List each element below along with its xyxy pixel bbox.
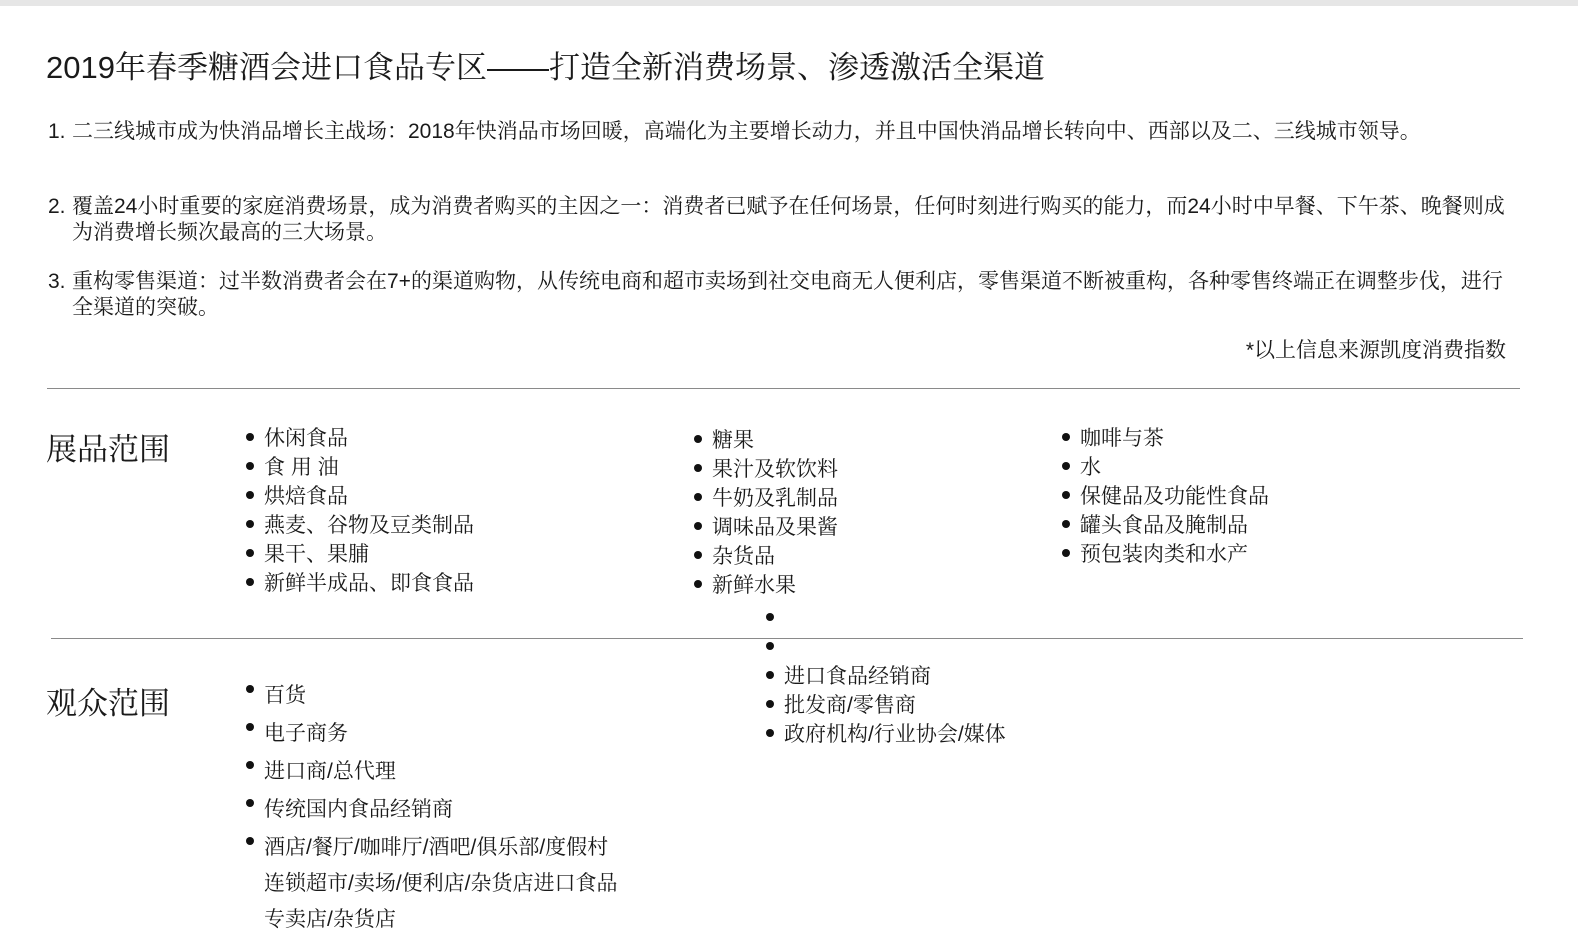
- exhibits-list-3: [1062, 426, 1269, 571]
- bullet-icon: [246, 723, 254, 731]
- list-item: 罐头食品及腌制品: [1062, 513, 1269, 539]
- bullet-icon: [246, 578, 254, 586]
- exhibits-heading: 展品范围: [46, 432, 170, 467]
- list-item: 百货: [246, 678, 618, 714]
- list-item: 调味品及果酱: [694, 515, 838, 541]
- bullet-icon: [694, 464, 702, 472]
- bullet-icon: [1062, 433, 1070, 441]
- bullet-icon: [246, 549, 254, 557]
- bullet-icon: [766, 613, 774, 621]
- list-item: 保健品及功能性食品: [1062, 484, 1269, 510]
- audience-list-2: [766, 606, 1006, 751]
- point-number: 1.: [48, 120, 66, 143]
- bullet-icon: [766, 642, 774, 650]
- list-item: 传统国内食品经销商: [246, 792, 618, 828]
- list-item: [766, 635, 1006, 661]
- point-3: [48, 269, 1523, 321]
- list-item: 酒店/餐厅/咖啡厅/酒吧/俱乐部/度假村 连锁超市/卖场/便利店/杂货店进口食品 专卖店/杂货店: [246, 830, 618, 938]
- list-item: 杂货品: [694, 544, 838, 570]
- source-note: *以上信息来源凯度消费指数: [1245, 339, 1506, 362]
- bullet-icon: [694, 493, 702, 501]
- list-item: 果干、果脯: [246, 542, 474, 568]
- exhibits-list-1: [246, 426, 474, 600]
- list-item: 休闲食品: [246, 426, 474, 452]
- divider: [47, 388, 1520, 389]
- bullet-icon: [694, 551, 702, 559]
- bullet-icon: [246, 433, 254, 441]
- exhibits-list-2: [694, 428, 838, 602]
- list-item: 新鲜水果: [694, 573, 838, 599]
- bullet-icon: [694, 580, 702, 588]
- bullet-icon: [246, 520, 254, 528]
- bullet-icon: [766, 671, 774, 679]
- bullet-icon: [246, 837, 254, 845]
- bullet-icon: [246, 491, 254, 499]
- audience-heading: 观众范围: [46, 686, 170, 721]
- point-number: 2.: [48, 195, 66, 218]
- top-border: [0, 0, 1578, 6]
- list-item: 电子商务: [246, 716, 618, 752]
- list-item: 糖果: [694, 428, 838, 454]
- list-item: 批发商/零售商: [766, 693, 1006, 719]
- point-text: 重构零售渠道：过半数消费者会在7+的渠道购物，从传统电商和超市卖场到社交电商无人便利店，零售渠道不断被重构，各种零售终端正在调整步伐，进行全渠道的突破。: [72, 270, 1503, 319]
- list-item: [766, 606, 1006, 632]
- point-text: 覆盖24小时重要的家庭消费场景，成为消费者购买的主因之一：消费者已赋予在任何场景，任何时刻进行购买的能力，而24小时中早餐、下午茶、晚餐则成为消费增长频次最高的三大场景。: [72, 195, 1505, 244]
- point-2: [48, 194, 1523, 246]
- list-item: 燕麦、谷物及豆类制品: [246, 513, 474, 539]
- list-item: 进口商/总代理: [246, 754, 618, 790]
- bullet-icon: [1062, 549, 1070, 557]
- bullet-icon: [694, 522, 702, 530]
- bullet-icon: [246, 799, 254, 807]
- point-number: 3.: [48, 270, 66, 293]
- bullet-icon: [694, 435, 702, 443]
- bullet-icon: [766, 729, 774, 737]
- page-title: 2019年春季糖酒会进口食品专区——打造全新消费场景、渗透激活全渠道: [46, 50, 1045, 85]
- bullet-icon: [1062, 520, 1070, 528]
- point-text: 二三线城市成为快消品增长主战场：2018年快消品市场回暖，高端化为主要增长动力，并且中国快消品增长转向中、西部以及二、三线城市领导。: [72, 120, 1421, 143]
- bullet-icon: [246, 462, 254, 470]
- list-item: 新鲜半成品、即食食品: [246, 571, 474, 597]
- bullet-icon: [766, 700, 774, 708]
- point-1: [48, 119, 1523, 145]
- list-item: 食 用 油: [246, 455, 474, 481]
- list-item: 进口食品经销商: [766, 664, 1006, 690]
- bullet-icon: [246, 761, 254, 769]
- list-item: 烘焙食品: [246, 484, 474, 510]
- list-item: 预包装肉类和水产: [1062, 542, 1269, 568]
- audience-list-1: [246, 683, 618, 945]
- bullet-icon: [1062, 462, 1070, 470]
- list-item: 果汁及软饮料: [694, 457, 838, 483]
- list-item: 牛奶及乳制品: [694, 486, 838, 512]
- bullet-icon: [1062, 491, 1070, 499]
- list-item: 咖啡与茶: [1062, 426, 1269, 452]
- list-item: 政府机构/行业协会/媒体: [766, 722, 1006, 748]
- list-item: 水: [1062, 455, 1269, 481]
- bullet-icon: [246, 685, 254, 693]
